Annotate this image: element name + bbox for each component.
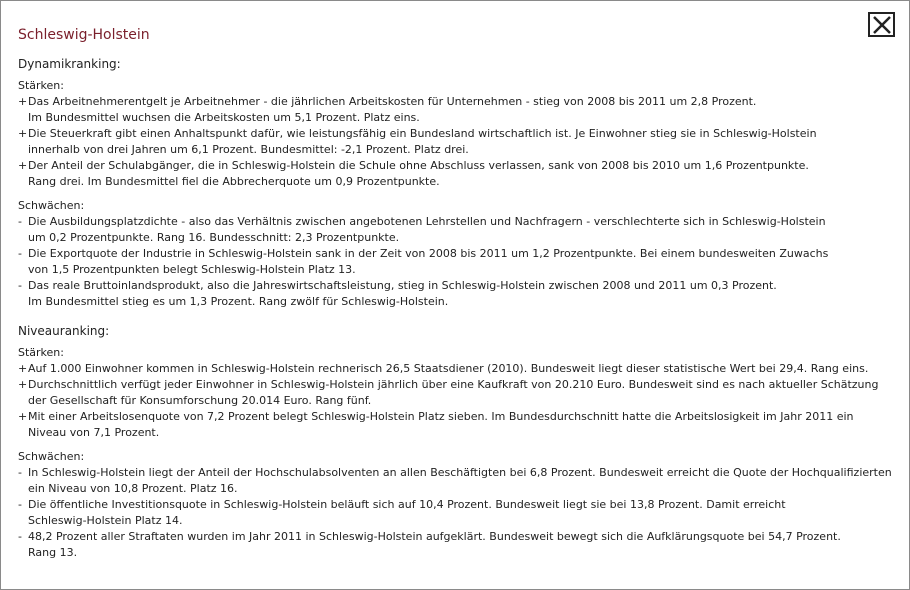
item-text: Das reale Bruttoinlandsprodukt, also die Jahreswirtschaftsleistung, stieg in Schleswig-Holstein zwischen 2008 und 2011 um 0,3 Prozent. Im Bundesmittel stieg es um 1,3 Prozent. Rang zwölf für Schleswig-Holstein.	[28, 279, 777, 308]
strengths-group	[18, 78, 898, 190]
list-item	[18, 409, 898, 441]
item-text: Der Anteil der Schulabgänger, die in Schleswig-Holstein die Schule ohne Abschluss verlassen, sank von 2008 bis 2010 um 1,6 Prozentpunkte. Rang drei. Im Bundesmittel fiel die Abbrecherquote um 0,9 Prozentpunkte.	[28, 159, 809, 188]
section-dynamikranking	[18, 56, 898, 310]
group-label: Stärken:	[18, 79, 64, 92]
minus-marker: -	[18, 530, 22, 543]
item-text: Durchschnittlich verfügt jeder Einwohner in Schleswig-Holstein jährlich über eine Kaufkraft von 20.210 Euro. Bundesweit sind es nach aktueller Schätzung der Gesellschaft für Konsumforschung 20.014 Euro. Rang fünf.	[28, 378, 879, 407]
list-item	[18, 377, 898, 409]
list-item	[18, 361, 898, 377]
item-text: Das Arbeitnehmerentgelt je Arbeitnehmer - die jährlichen Arbeitskosten für Unternehmen - stieg von 2008 bis 2011 um 2,8 Prozent. Im Bundesmittel wuchsen die Arbeitskosten um 5,1 Prozent. Platz eins.	[28, 95, 757, 124]
list-item	[18, 497, 898, 529]
section-title: Niveauranking:	[18, 324, 110, 338]
plus-marker: +	[18, 410, 28, 423]
list-item	[18, 126, 898, 158]
plus-marker: +	[18, 378, 28, 391]
item-text: 48,2 Prozent aller Straftaten wurden im Jahr 2011 in Schleswig-Holstein aufgeklärt. Bundesweit bewegt sich die Aufklärungsquote bei 54,7 Prozent. Rang 13.	[28, 530, 841, 559]
ranking-content	[18, 56, 898, 574]
list-item	[18, 278, 898, 310]
plus-marker: +	[18, 127, 28, 140]
list-item	[18, 465, 898, 497]
list-item	[18, 94, 898, 126]
list-item	[18, 158, 898, 190]
minus-marker: -	[18, 279, 22, 292]
plus-marker: +	[18, 159, 28, 172]
group-label: Schwächen:	[18, 450, 85, 463]
close-icon	[872, 15, 892, 35]
minus-marker: -	[18, 498, 22, 511]
minus-marker: -	[18, 466, 22, 479]
plus-marker: +	[18, 362, 28, 375]
item-text: Die Ausbildungsplatzdichte - also das Verhältnis zwischen angebotenen Lehrstellen und Nachfragern - verschlechterte sich in Schleswig-Holstein um 0,2 Prozentpunkte. Rang 16. Bundesschnitt: 2,3 Prozentpunkte.	[28, 215, 826, 244]
close-button[interactable]	[868, 12, 895, 37]
list-item	[18, 246, 898, 278]
weaknesses-group	[18, 449, 898, 561]
item-text: In Schleswig-Holstein liegt der Anteil der Hochschulabsolventen an allen Beschäftigten bei 6,8 Prozent. Bundesweit erreicht die Quote der Hochqualifizierten ein Niveau von 10,8 Prozent. Platz 16.	[28, 466, 892, 495]
section-title: Dynamikranking:	[18, 57, 121, 71]
strengths-group	[18, 345, 898, 441]
plus-marker: +	[18, 95, 28, 108]
item-text: Die Steuerkraft gibt einen Anhaltspunkt dafür, wie leistungsfähig ein Bundesland wirtschaftlich ist. Je Einwohner stieg sie in Schleswig-Holstein innerhalb von drei Jahren um 6,1 Prozent. Bundesmittel: -2,1 Prozent. Platz drei.	[28, 127, 817, 156]
item-text: Auf 1.000 Einwohner kommen in Schleswig-Holstein rechnerisch 26,5 Staatsdiener (2010). Bundesweit liegt dieser statistische Wert bei 29,4. Rang eins.	[28, 362, 869, 375]
minus-marker: -	[18, 215, 22, 228]
weaknesses-group	[18, 198, 898, 310]
list-item	[18, 214, 898, 246]
section-niveauranking	[18, 323, 898, 561]
group-label: Schwächen:	[18, 199, 85, 212]
item-text: Die öffentliche Investitionsquote in Schleswig-Holstein beläuft sich auf 10,4 Prozent. Bundesweit liegt sie bei 13,8 Prozent. Damit erreicht Schleswig-Holstein Platz 14.	[28, 498, 786, 527]
group-label: Stärken:	[18, 346, 64, 359]
list-item	[18, 529, 898, 561]
item-text: Die Exportquote der Industrie in Schleswig-Holstein sank in der Zeit von 2008 bis 2011 um 1,2 Prozentpunkte. Bei einem bundesweiten Zuwachs von 1,5 Prozentpunkten belegt Schleswig-Holstein Platz 13.	[28, 247, 829, 276]
minus-marker: -	[18, 247, 22, 260]
page-title: Schleswig-Holstein	[18, 27, 150, 43]
item-text: Mit einer Arbeitslosenquote von 7,2 Prozent belegt Schleswig-Holstein Platz sieben. Im Bundesdurchschnitt hatte die Arbeitslosigkeit im Jahr 2011 ein Niveau von 7,1 Prozent.	[28, 410, 854, 439]
